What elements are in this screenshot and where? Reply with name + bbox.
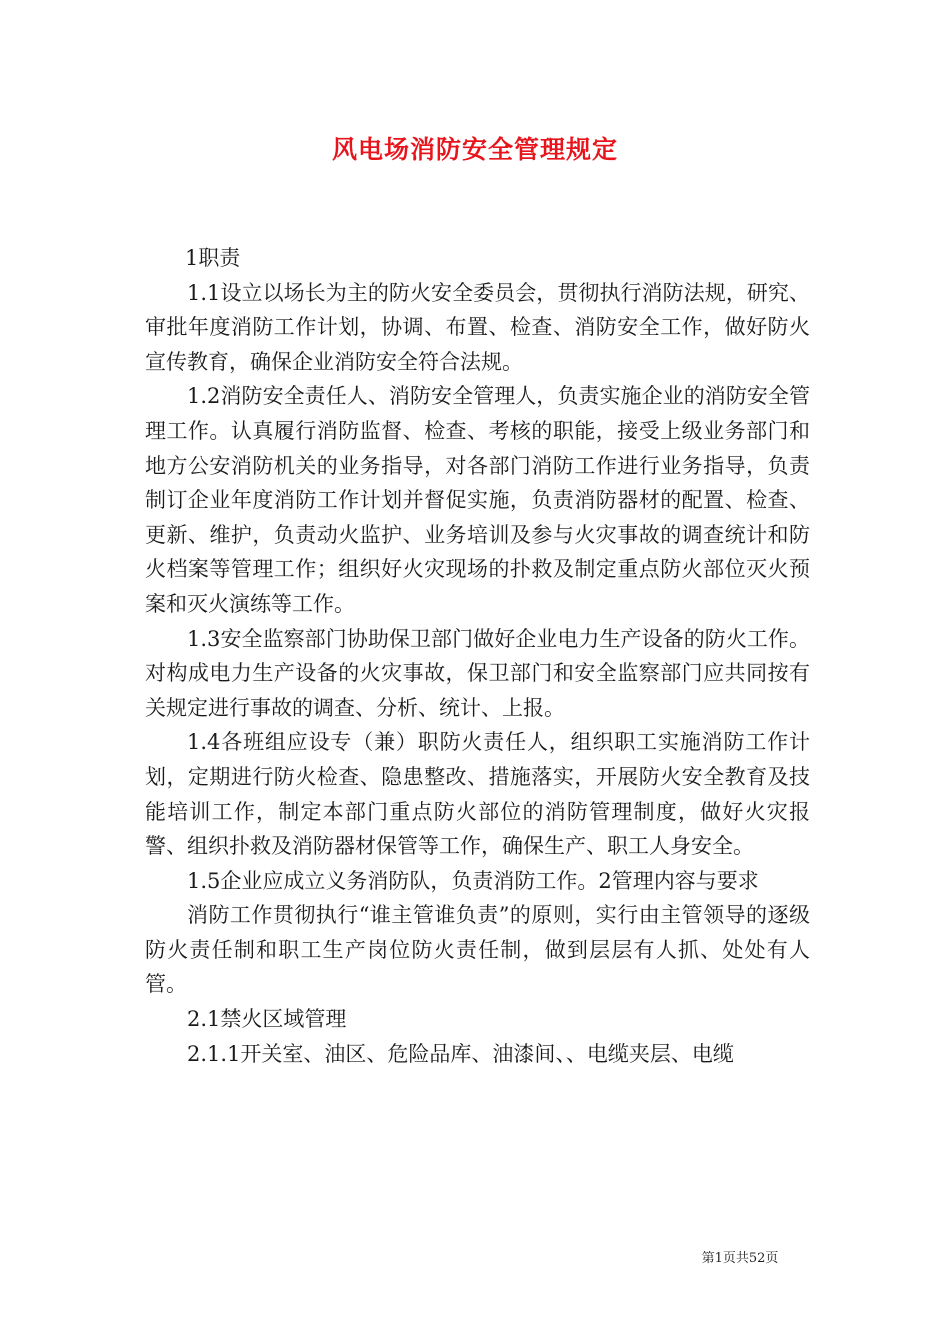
page-footer: 第1页共52页 xyxy=(701,1251,779,1266)
document-body xyxy=(145,241,810,1071)
paragraph-1-4: 1.4各班组应设专（兼）职防火责任人，组织职工实施消防工作计划，定期进行防火检查、隐患整改、措施落实，开展防火安全教育及技能培训工作，制定本部门重点防火部位的消防管理制度，做好火灾报警、组织扑救及消防器材保管等工作，确保生产、职工人身安全。 xyxy=(145,730,810,859)
paragraph-1-5: 1.5企业应成立义务消防队，负责消防工作。2管理内容与要求 xyxy=(187,868,759,893)
paragraph-1-3: 1.3安全监察部门协助保卫部门做好企业电力生产设备的防火工作。对构成电力生产设备的火灾事故，保卫部门和安全监察部门应共同按有关规定进行事故的调查、分析、统计、上报。 xyxy=(145,626,810,720)
section-heading-2-1: 2.1禁火区域管理 xyxy=(187,1007,347,1032)
document-title: 风电场消防安全管理规定 xyxy=(331,135,618,164)
paragraph-1-1: 1.1设立以场长为主的防火安全委员会，贯彻执行消防法规，研究、审批年度消防工作计划，协调、布置、检查、消防安全工作，做好防火宣传教育，确保企业消防安全符合法规。 xyxy=(145,280,810,374)
paragraph-2-1-1: 2.1.1开关室、油区、危险品库、油漆间、、电缆夹层、电缆 xyxy=(187,1041,734,1066)
section-heading-duties: 1职责 xyxy=(185,246,241,270)
paragraph-1-2: 1.2消防安全责任人、消防安全管理人，负责实施企业的消防安全管理工作。认真履行消防监督、检查、考核的职能，接受上级业务部门和地方公安消防机关的业务指导，对各部门消防工作进行业务指导，负责制订企业年度消防工作计划并督促实施，负责消防器材的配置、检查、更新、维护，负责动火监护、业务培训及参与火灾事故的调查统计和防火档案等管理工作；组织好火灾现场的扑救及制定重点防火部位灭火预案和灭火演练等工作。 xyxy=(145,384,810,616)
paragraph-principle: 消防工作贯彻执行“谁主管谁负责”的原则，实行由主管领导的逐级防火责任制和职工生产岗位防火责任制，做到层层有人抓、处处有人管。 xyxy=(145,903,810,997)
